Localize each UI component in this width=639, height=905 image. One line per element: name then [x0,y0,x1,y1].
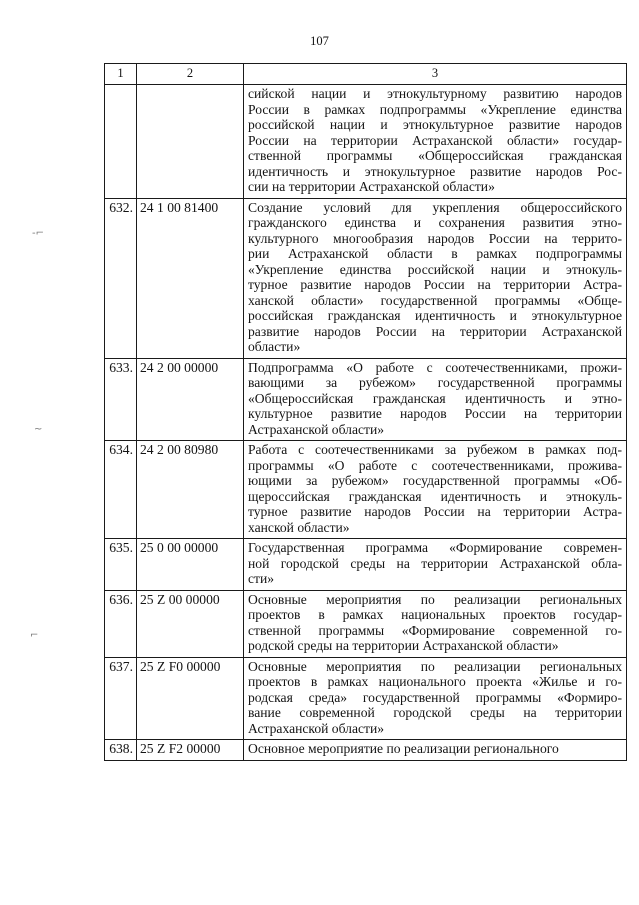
column-header: 1 [105,64,137,85]
table-row [105,441,627,539]
description-line: «Укрепление единства российской нации и этнокуль- [248,261,622,277]
description-line: ханской области» [248,519,350,535]
description-line: вание современной городской среды на территории [248,705,622,720]
table-row [105,590,627,657]
row-description [244,740,627,761]
row-code: 25 Z F0 00000 [137,657,244,740]
description-line: Подпрограмма «О работе с соотечественниками, прожи- [248,359,622,375]
table-row [105,85,627,199]
description-line: турное развитие народов России на территории Астра- [248,277,622,292]
column-header: 2 [137,64,244,85]
row-code: 25 Z F2 00000 [137,740,244,761]
scan-mark: -⌐ [32,228,44,239]
description-line: ной городской среды на территории Астраханской обла- [248,555,622,571]
description-line: Создание условий для укрепления общероссийского [248,199,622,215]
table-row [105,539,627,591]
description-line: ственной программы «Общероссийская гражданская [248,148,622,163]
scan-mark: ~ [34,424,43,435]
description-line: Основные мероприятия по реализации региональных [248,591,622,607]
column-header: 3 [244,64,627,85]
row-number: 634. [105,441,137,539]
description-line: Государственная программа «Формирование современ- [248,540,622,555]
description-line: российская гражданская идентичность и этнокультурное [248,308,622,323]
table-row [105,740,627,761]
page-number: 107 [310,34,329,48]
description-line: России на территории Астраханской области» государ- [248,132,622,148]
description-line: развитие народов России на территории Астраханской [248,323,622,339]
description-line: сии на территории Астраханской области» [248,179,495,194]
row-code [137,85,244,199]
description-line: программы «О работе с соотечественниками, прожива- [248,457,622,473]
row-description [244,539,627,591]
description-line: сти» [248,571,275,586]
row-description [244,358,627,441]
row-number: 638. [105,740,137,761]
description-line: ханской области» государственной программы «Обще- [248,292,622,308]
row-description [244,657,627,740]
description-line: Астраханской области» [248,421,385,437]
row-code: 25 0 00 00000 [137,539,244,591]
description-line: культурного многообразия народов России на террито- [248,230,622,246]
table-row [105,358,627,441]
description-line: области» [248,339,301,354]
description-line: идентичность и этнокультурное развитие народов Рос- [248,163,622,179]
table-header-row [105,64,627,85]
row-description [244,198,627,358]
description-line: Работа с соотечественниками за рубежом в рамках под- [248,442,622,457]
budget-classification-table [104,63,627,761]
description-line: ственной программы «Формирование современной го- [248,622,622,638]
description-line: вающими за рубежом» государственной программы [248,375,622,390]
table-row [105,657,627,740]
row-code: 24 1 00 81400 [137,198,244,358]
row-number [105,85,137,199]
row-code: 25 Z 00 00000 [137,590,244,657]
row-number: 632. [105,198,137,358]
scan-mark: ⌐ [30,630,39,641]
row-number: 637. [105,657,137,740]
description-line: щероссийская гражданская идентичность и этнокуль- [248,488,622,504]
description-line: Основное мероприятие по реализации регионального [248,741,559,756]
description-line: рии Астраханской области в рамках подпрограммы [248,246,622,261]
description-line: России в рамках подпрограммы «Укрепление единства [248,101,622,117]
description-line: проектов в рамках национального проекта «Жилье и го- [248,674,622,689]
row-description [244,441,627,539]
table-row [105,198,627,358]
row-code: 24 2 00 00000 [137,358,244,441]
description-line: родской среды на территории Астраханской области» [248,638,559,653]
description-line: Основные мероприятия по реализации региональных [248,658,622,674]
description-line: ющими за рубежом» государственной программы «Об- [248,473,622,488]
row-code: 24 2 00 80980 [137,441,244,539]
row-number: 636. [105,590,137,657]
description-line: «Общероссийская гражданская идентичность и этно- [248,390,622,406]
row-description [244,590,627,657]
description-line: сийской нации и этнокультурному развитию народов [248,86,622,101]
row-description [244,85,627,199]
description-line: родская среда» государственной программы «Формиро- [248,689,622,705]
row-number: 635. [105,539,137,591]
row-number: 633. [105,358,137,441]
description-line: российской нации и этнокультурное развитие народов [248,117,622,132]
description-line: культурное развитие народов России на территории [248,406,622,421]
description-line: турное развитие народов России на территории Астра- [248,504,622,519]
description-line: проектов в рамках национальных проектов государ- [248,607,622,622]
description-line: Астраханской области» [248,720,385,736]
description-line: гражданского единства и сохранения развития этно- [248,215,622,230]
